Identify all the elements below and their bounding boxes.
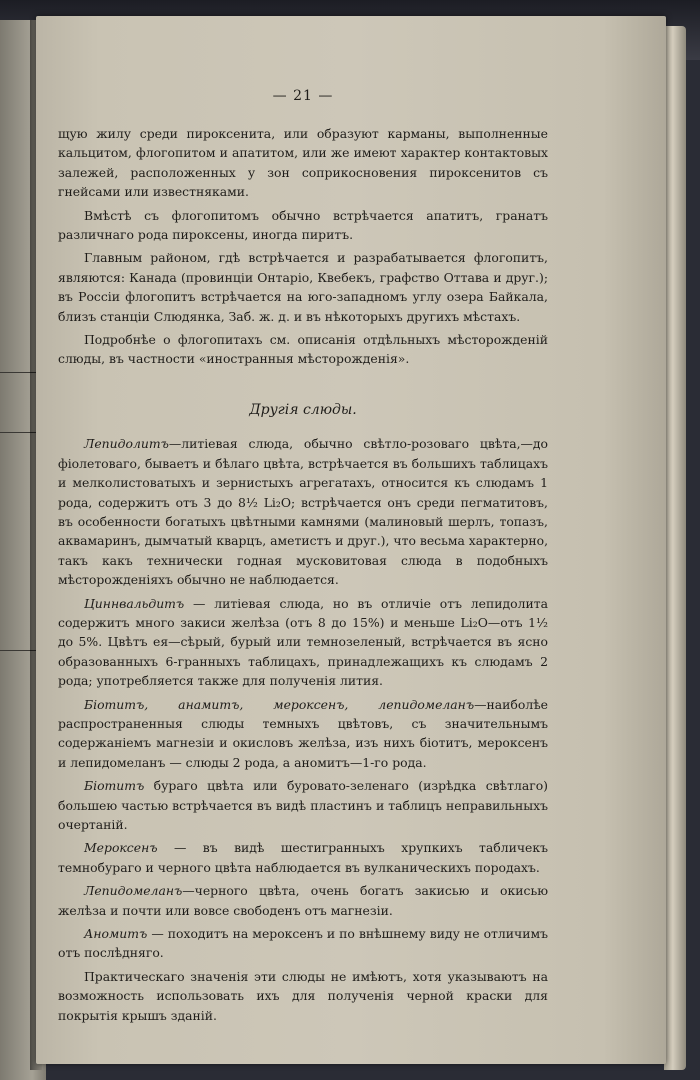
mica-term: Лепидомеланъ <box>84 883 183 899</box>
mica-paragraph <box>58 695 548 773</box>
mica-paragraph <box>58 776 548 834</box>
mica-description: бураго цвѣта или буровато-зеленаго (изрѣдка свѣтлаго) большею частью встрѣчается въ видѣ пластинъ и таблицъ неправильныхъ очертаній. <box>58 778 548 832</box>
mica-paragraph <box>58 838 548 877</box>
intro-paragraph: Вмѣстѣ съ флогопитомъ обычно встрѣчается апатитъ, гранатъ различнаго рода пироксены, иногда пиритъ. <box>58 207 548 243</box>
mica-description: — походитъ на мероксенъ и по внѣшнему виду не отличимъ отъ послѣдняго. <box>58 926 548 961</box>
mica-description: Практическаго значенія эти слюды не имѣютъ, хотя указываютъ на возможность использовать ихъ для полученія черной краски для покрытія крышъ зданій. <box>58 968 548 1023</box>
mica-description: —литіевая слюда, обычно свѣтло-розоваго цвѣта,—до фіолетоваго, бываетъ и бѣлаго цвѣта, встрѣчается въ большихъ таблицахъ и мелколистоватыхъ и зернистыхъ агрегатахъ, относится къ слюдамъ 1 рода, содержитъ отъ 3 до 8½ Li₂O; встрѣчается онъ среди пегматитовъ, въ особенности богатыхъ цвѣтными камнями (малиновый шерлъ, топазъ, аквамаринъ, дымчатый кварцъ, аметистъ и друг.), что весьма характерно, такъ какъ технически годная мусковитовая слюда в подобныхъ мѣсторожденіяхъ обычно не наблюдается. <box>58 436 549 588</box>
mica-term: Циннвальдитъ <box>84 595 185 611</box>
intro-paragraph: щую жилу среди пироксенита, или образуют карманы, выполненные кальцитом, флогопитом и апатитом, или же имеют характер контактовых залежей, расположенных у зон соприкосновения пироксенитов съ гнейсами или известняками. <box>58 126 548 200</box>
closing-paragraph <box>58 967 548 1025</box>
page-number: — 21 — <box>272 88 334 104</box>
mica-term: Лепидолитъ <box>84 436 169 452</box>
mica-term: Мероксенъ <box>84 840 158 856</box>
mica-description: — литіевая слюда, но въ отличіе отъ лепидолита содержитъ много закиси желѣза (отъ 8 до 15%) и меньше Li₂O—отъ 1½ до 5%. Цвѣтъ ея—сѣрый, бурый или темнозеленый, встрѣчается въ ясно образованныхъ 6-гранныхъ таблицахъ, принадлежащихъ къ слюдамъ 2 рода; употребляется также для полученія лития. <box>58 595 548 689</box>
page-edge <box>664 26 686 1070</box>
intro-paragraph: Подробнѣе о флогопитахъ см. описанія отдѣльныхъ мѣсторожденій слюды, въ частности «иностранныя мѣсторожденія». <box>58 332 548 367</box>
mica-paragraph <box>58 924 548 963</box>
mica-term: Біотитъ <box>84 778 145 794</box>
mica-paragraph <box>58 881 548 920</box>
mica-description: — въ видѣ шестигранныхъ хрупкихъ табличекъ темнобураго и черного цвѣта наблюдается въ вулканическихъ породахъ. <box>58 840 548 875</box>
intro-paragraph: Главным районом, гдѣ встрѣчается и разрабатывается флогопитъ, являются: Канада (провинціи Онтаріо, Квебекъ, графство Оттава и друг.); въ Россіи флогопитъ встрѣчается на юго-западномъ углу озера Байкала, близъ станціи Слюдянка, Заб. ж. д. и въ нѣкоторыхъ другихъ мѣстахъ. <box>58 250 548 324</box>
mica-term: Біотитъ, анамитъ, мероксенъ, лепидомеланъ <box>84 696 475 712</box>
mica-paragraph <box>58 434 548 589</box>
mica-description: —наиболѣе распространенныя слюды темныхъ цвѣтовъ, съ значительнымъ содержаніемъ магнезіи и окисловъ желѣза, изъ нихъ біотитъ, мероксенъ и лепидомеланъ — слюды 2 рода, а аномитъ—1-го рода. <box>58 696 548 770</box>
mica-term: Аномитъ <box>84 926 148 942</box>
page-body <box>58 124 548 1029</box>
mica-paragraph <box>58 594 548 691</box>
mica-description: —черного цвѣта, очень богатъ закисью и окисью желѣза и почти или вовсе свободенъ отъ магнезіи. <box>58 883 548 918</box>
section-heading: Другія слюды. <box>249 401 357 418</box>
